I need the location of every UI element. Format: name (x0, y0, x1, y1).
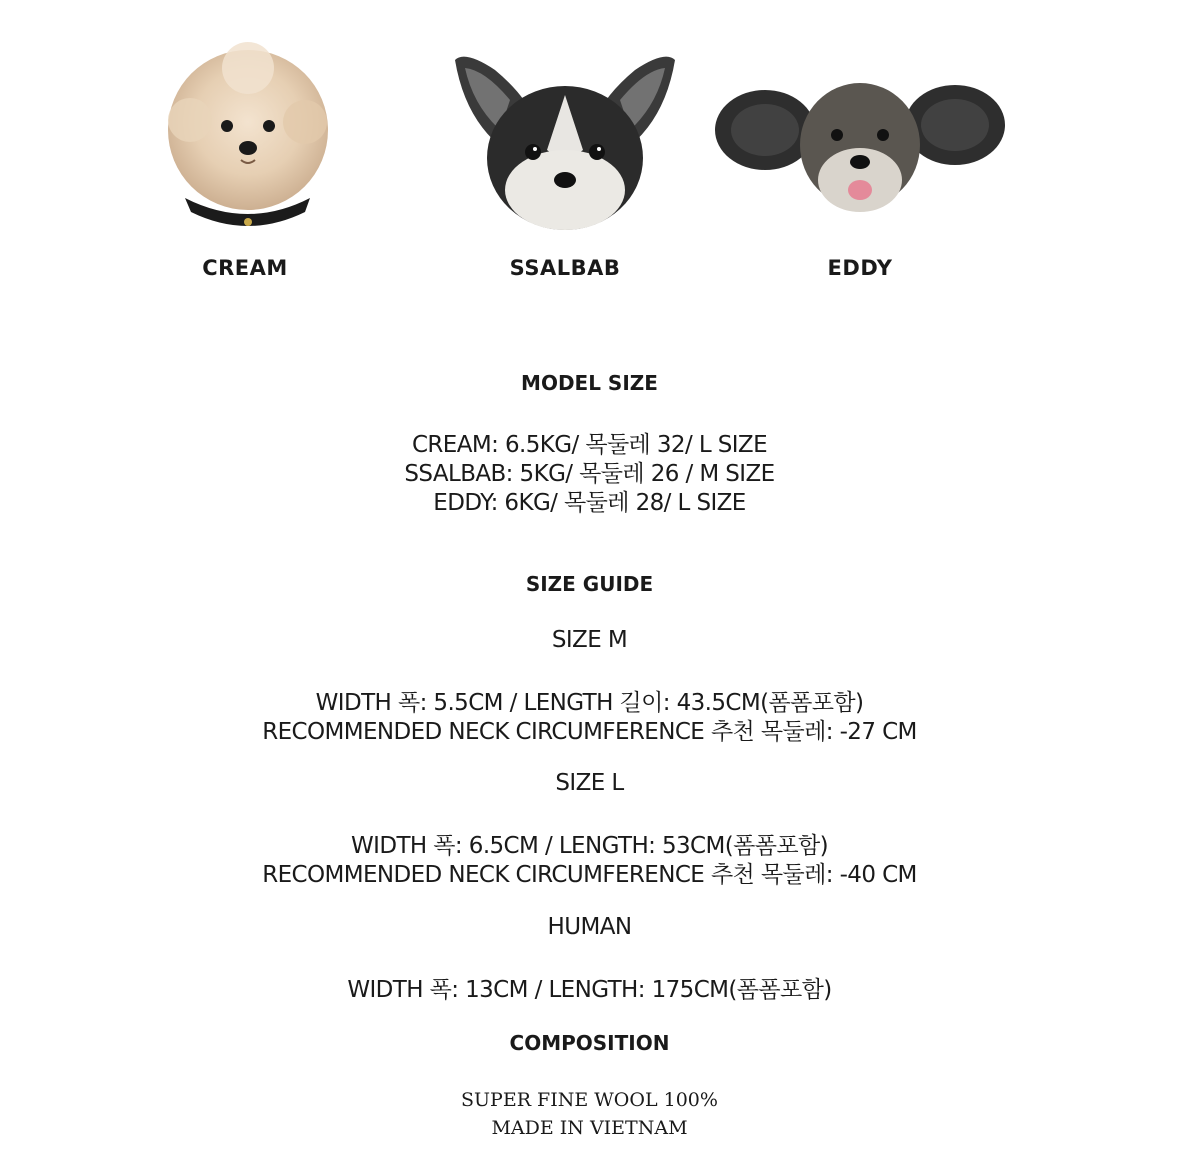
model-dogs-row (0, 40, 1179, 300)
size-m-neck: RECOMMENDED NECK CIRCUMFERENCE 추천 목둘레: -27 CM (262, 719, 917, 745)
dog-eddy-photo (710, 40, 1010, 240)
dog-name-ssalbab: SSALBAB (509, 256, 621, 280)
size-human-label: HUMAN (547, 914, 632, 940)
dog-name-cream: CREAM (202, 256, 288, 280)
model-size-line-cream: CREAM: 6.5KG/ 목둘레 32/ L SIZE (411, 432, 768, 458)
dog-cream-photo (145, 40, 345, 240)
dog-ssalbab-photo (435, 40, 695, 240)
dog-name-eddy: EDDY (827, 256, 893, 280)
model-size-line-ssalbab: SSALBAB: 5KG/ 목둘레 26 / M SIZE (404, 461, 775, 487)
dog-eddy (710, 40, 1010, 290)
dog-cream (95, 40, 395, 290)
dog-ssalbab (415, 40, 715, 290)
model-size-line-eddy: EDDY: 6KG/ 목둘레 28/ L SIZE (433, 490, 746, 516)
model-size-title: MODEL SIZE (521, 371, 658, 395)
size-m-label: SIZE M (551, 627, 628, 653)
size-guide-title: SIZE GUIDE (525, 572, 654, 596)
composition-material: SUPER FINE WOOL 100% (461, 1089, 718, 1111)
size-human-dims: WIDTH 폭: 13CM / LENGTH: 175CM(폼폼포함) (347, 977, 832, 1003)
composition-origin: MADE IN VIETNAM (491, 1117, 688, 1139)
composition-title: COMPOSITION (509, 1031, 670, 1055)
size-l-label: SIZE L (555, 770, 624, 796)
size-m-dims: WIDTH 폭: 5.5CM / LENGTH 길이: 43.5CM(폼폼포함) (315, 690, 864, 716)
size-l-dims: WIDTH 폭: 6.5CM / LENGTH: 53CM(폼폼포함) (351, 833, 828, 859)
size-l-neck: RECOMMENDED NECK CIRCUMFERENCE 추천 목둘레: -40 CM (262, 862, 917, 888)
